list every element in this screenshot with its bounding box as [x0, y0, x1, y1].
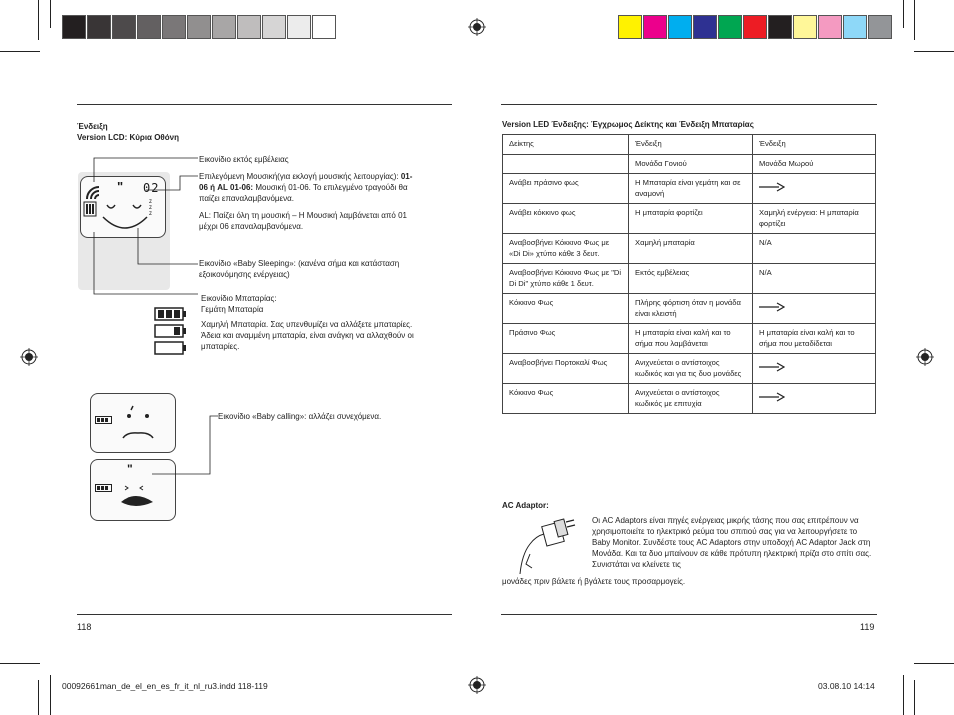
battery-icon	[95, 416, 113, 424]
led-indicator-table	[502, 134, 876, 414]
battery-low-label: Χαμηλή Μπαταρία. Σας υπενθυμίζει να αλλάξετε μπαταρίες.	[201, 320, 413, 329]
color-swatch	[793, 15, 817, 39]
table-cell: Χαμηλή μπαταρία	[629, 234, 753, 264]
battery-low-icon	[154, 324, 186, 338]
footer-file-name: 00092661man_de_el_en_es_fr_it_nl_ru3.indd 118-119	[62, 681, 268, 691]
color-swatch	[868, 15, 892, 39]
color-swatch	[843, 15, 867, 39]
lcd-music-digits: 02	[143, 181, 160, 195]
crop-mark	[38, 0, 39, 40]
battery-empty-icon	[154, 341, 186, 355]
callout-music-al: AL: Παίζει όλη τη μουσική – Η Μουσική λαμβάνεται από 01 μέχρι 06 επαναλαμβανόμενα.	[199, 211, 407, 231]
battery-icon-label: Εικονίδιο Μπαταρίας:	[201, 294, 277, 303]
table-subheader-cell: Μονάδα Γονιού	[629, 154, 753, 174]
top-rule-left	[77, 104, 452, 105]
crop-mark	[0, 663, 40, 664]
baby-crying-face-icon	[119, 476, 169, 516]
arrow-right-icon	[759, 392, 785, 402]
arrow-right-icon	[759, 362, 785, 372]
crop-mark	[50, 675, 51, 715]
battery-full-label: Γεμάτη Μπαταρία	[201, 305, 264, 314]
table-header-cell: Δείκτης	[503, 135, 629, 155]
crop-mark	[50, 0, 51, 28]
color-swatch	[818, 15, 842, 39]
table-subheader-row	[503, 154, 876, 174]
color-swatch	[137, 15, 161, 39]
table-cell: Ανιχνεύεται ο αντίστοιχος κωδικός με επιτυχία	[629, 384, 753, 414]
bottom-rule-right	[501, 614, 877, 615]
battery-empty-label: Άδεια και αναμμένη μπαταρία, είναι ανάγκη να αλλαχθούν οι μπαταρίες.	[201, 331, 414, 351]
table-cell: Η μπαταρία είναι καλή και το σήμα που μεταδίδεται	[753, 324, 876, 354]
table-cell: Αναβοσβήνει Πορτοκαλί Φως	[503, 354, 629, 384]
ac-adaptor-text-end: μονάδες πριν βάλετε ή βγάλετε τους προσαρμογείς.	[502, 577, 686, 586]
music-note-icon: "	[127, 462, 133, 476]
table-cell: Αναβοσβήνει Κόκκινο Φως με "Di Di Di" χτύπο κάθε 1 δευτ.	[503, 264, 629, 294]
grayscale-color-bar	[62, 15, 337, 39]
table-cell-arrow	[753, 354, 876, 384]
color-swatch	[162, 15, 186, 39]
table-header-row	[503, 135, 876, 155]
page-number-left: 118	[77, 622, 92, 632]
color-swatch	[768, 15, 792, 39]
registration-mark-icon	[916, 348, 934, 366]
color-swatch	[62, 15, 86, 39]
ac-adaptor-icon	[516, 514, 586, 578]
table-header-cell: Ένδειξη	[629, 135, 753, 155]
color-swatch	[112, 15, 136, 39]
crop-mark	[38, 680, 39, 715]
page-number-right: 119	[860, 622, 875, 632]
top-rule-right	[501, 104, 877, 105]
table-row	[503, 384, 876, 414]
callout-out-of-range: Εικονίδιο εκτός εμβέλειας	[199, 155, 289, 164]
registration-mark-icon	[468, 18, 486, 36]
registration-mark-icon	[468, 676, 486, 694]
battery-full-icon	[154, 307, 186, 321]
table-cell-arrow	[753, 174, 876, 204]
table-cell: N/A	[753, 234, 876, 264]
color-swatch	[643, 15, 667, 39]
color-swatch	[262, 15, 286, 39]
table-cell-arrow	[753, 294, 876, 324]
color-swatch	[668, 15, 692, 39]
crop-mark	[914, 51, 954, 52]
zzz-icon: z z z	[149, 199, 152, 217]
table-row	[503, 264, 876, 294]
table-cell: Κόκκινο Φως	[503, 294, 629, 324]
bottom-rule-left	[77, 614, 452, 615]
table-cell: N/A	[753, 264, 876, 294]
table-row	[503, 174, 876, 204]
crop-mark	[0, 51, 40, 52]
color-swatch	[87, 15, 111, 39]
table-cell: Ανάβει πράσινο φως	[503, 174, 629, 204]
table-cell: Εκτός εμβέλειας	[629, 264, 753, 294]
table-cell: Χαμηλή ενέργεια: Η μπαταρία φορτίζει	[753, 204, 876, 234]
ac-adaptor-heading: AC Adaptor:	[502, 501, 549, 510]
table-cell-arrow	[753, 384, 876, 414]
table-header-cell: Ένδειξη	[753, 135, 876, 155]
table-row	[503, 204, 876, 234]
color-swatch	[237, 15, 261, 39]
table-cell: Ανιχνεύεται ο αντίστοιχος κωδικός και για τις δυο μονάδες	[629, 354, 753, 384]
color-swatch	[212, 15, 236, 39]
callout-baby-calling: Εικονίδιο «Baby calling»: αλλάζει συνεχόμενα.	[218, 412, 382, 421]
callout-line-baby-calling	[150, 410, 220, 480]
crop-mark	[914, 0, 915, 40]
table-cell: Ανάβει κόκκινο φως	[503, 204, 629, 234]
registration-mark-icon	[20, 348, 38, 366]
arrow-right-icon	[759, 182, 785, 192]
crop-mark	[903, 0, 904, 28]
color-swatch	[693, 15, 717, 39]
left-subheading: Version LCD: Κύρια Οθόνη	[77, 133, 179, 142]
table-cell: Πλήρης φόρτιση όταν η μονάδα είναι κλειστή	[629, 294, 753, 324]
color-swatch	[312, 15, 336, 39]
crop-mark	[914, 680, 915, 715]
table-cell: Η μπαταρία είναι καλή και το σήμα που λαμβάνεται	[629, 324, 753, 354]
arrow-right-icon	[759, 302, 785, 312]
table-row	[503, 234, 876, 264]
right-heading: Version LED Ένδειξης: Έγχρωμος Δείκτης και Ένδειξη Μπαταρίας	[502, 120, 754, 129]
table-cell: Η Μπαταρία είναι γεμάτη και σε αναμονή	[629, 174, 753, 204]
table-cell: Πράσινο Φως	[503, 324, 629, 354]
color-swatch	[618, 15, 642, 39]
table-subheader-cell	[503, 154, 629, 174]
table-row	[503, 354, 876, 384]
callout-baby-sleeping: Εικονίδιο «Baby Sleeping»: (κανένα σήμα και κατάσταση εξοικονόμησης ενέργειας)	[199, 259, 400, 279]
color-swatch	[287, 15, 311, 39]
table-cell: Η μπαταρία φορτίζει	[629, 204, 753, 234]
ac-adaptor-text: Οι AC Adaptors είναι πηγές ενέργειας μικρής τάσης που σας επιτρέπουν να χρησιμοποιείτε το ηλεκτρικό ρεύμα του σπιτιού σας για να λειτουργήσετε το Baby Monitor. Συνδέστε τους AC Adaptors στην υποδοχή AC Adaptor Jack στη Μονάδα. Και τα δυο μπαίνουν σε κάθε πρότυπη ηλεκτρική πρίζα στο σπίτι σας. Συνιστάται να κλείνετε τις	[592, 516, 872, 569]
left-heading: Ένδειξη	[77, 122, 108, 131]
table-cell: Κόκκινο Φως	[503, 384, 629, 414]
callout-music: Επιλεγόμενη Μουσική(για εκλογή μουσικής λειτουργίας): 01-06 ή AL 01-06: Μουσική 01-06. Το επιλεγμένο τραγούδι θα παίζει επαναλαμβανόμενα.	[199, 172, 413, 203]
color-swatch	[718, 15, 742, 39]
music-note-icon: "	[117, 179, 124, 194]
process-color-bar	[618, 15, 893, 39]
crop-mark	[903, 675, 904, 715]
battery-icon	[95, 484, 113, 492]
color-swatch	[187, 15, 211, 39]
table-cell: Αναβοσβήνει Κόκκινο Φως με «Di Di» χτύπο κάθε 3 δευτ.	[503, 234, 629, 264]
table-row	[503, 294, 876, 324]
table-subheader-cell: Μονάδα Μωρού	[753, 154, 876, 174]
crop-mark	[914, 663, 954, 664]
footer-date: 03.08.10 14:14	[818, 681, 875, 691]
table-row	[503, 324, 876, 354]
color-swatch	[743, 15, 767, 39]
callout-lines	[80, 150, 200, 300]
